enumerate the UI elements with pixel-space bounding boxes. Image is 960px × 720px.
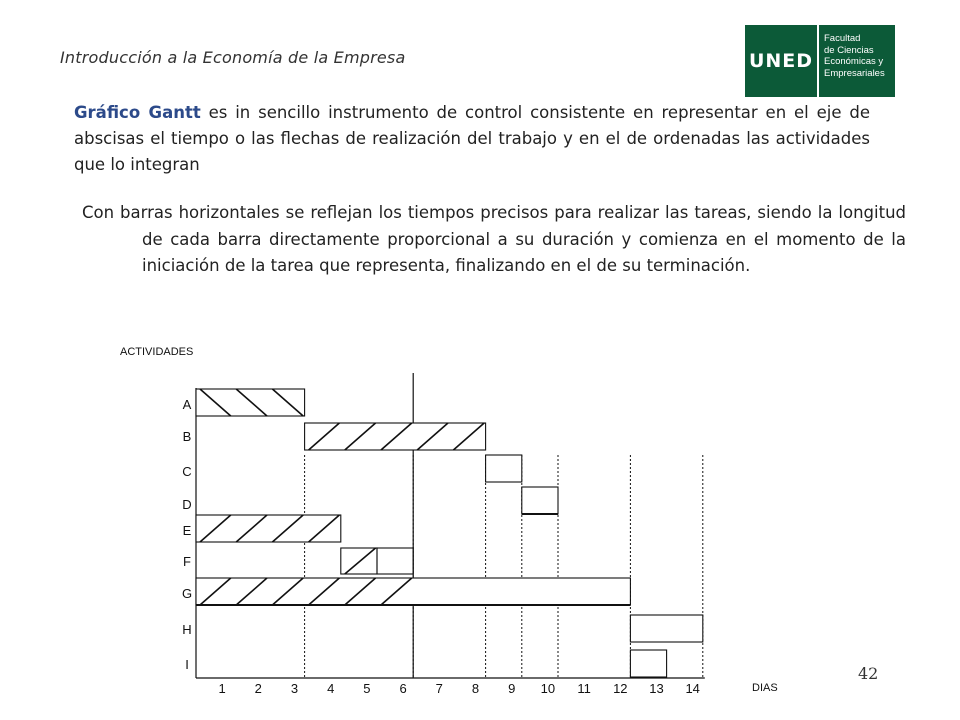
x-tick-label-4: 4 [327, 681, 335, 696]
logo-line-3: Económicas y [824, 56, 884, 67]
gantt-term: Gráfico Gantt [74, 103, 201, 122]
definition-text: es in sencillo instrumento de control consistente en representar en el eje de abscisas el tiempo o las flechas de realización del trabajo y en el de ordenadas las actividades que lo integran [74, 103, 870, 174]
task-label-A: A [182, 397, 192, 412]
task-label-F: F [183, 554, 191, 569]
bar-H [630, 615, 702, 642]
x-tick-label-14: 14 [685, 681, 700, 696]
bar-D [522, 487, 558, 514]
x-tick-label-3: 3 [290, 681, 299, 696]
task-label-C: C [182, 464, 192, 479]
x-tick-label-13: 13 [649, 681, 664, 696]
x-tick-label-5: 5 [363, 681, 371, 696]
x-tick-label-6: 6 [399, 681, 407, 696]
task-label-I: I [185, 657, 189, 672]
task-label-D: D [182, 497, 192, 512]
page-number: 42 [858, 664, 879, 683]
x-tick-label-12: 12 [613, 681, 628, 696]
x-tick-label-11: 11 [577, 681, 591, 696]
header-title: Introducción a la Economía de la Empresa [60, 48, 406, 67]
task-label-E: E [182, 523, 192, 538]
task-label-B: B [182, 429, 192, 444]
logo-brand: UNED [745, 25, 817, 97]
bar-E [196, 515, 341, 542]
x-tick-label-9: 9 [508, 681, 516, 696]
logo-line-4: Empresariales [824, 67, 885, 79]
bar-outline-F [377, 548, 413, 574]
x-axis-label: DIAS [752, 682, 778, 694]
logo-line-2: de Ciencias [824, 44, 874, 56]
bar-I [630, 650, 666, 677]
y-axis-label: ACTIVIDADES [120, 346, 194, 358]
description-paragraph: Con barras horizontales se reflejan los tiempos precisos para realizar las tareas, siendo la longitud de cada barra directamente proporcional a su duración y comienza en el momento de la iniciación de la tarea que representa, finalizando en el de su terminación. [82, 203, 906, 275]
x-tick-label-8: 8 [471, 681, 480, 696]
x-tick-label-1: 1 [218, 681, 226, 696]
logo-line-1: Facultad [824, 33, 861, 44]
task-label-H: H [182, 622, 192, 637]
task-label-G: G [181, 586, 193, 601]
x-tick-label-2: 2 [254, 681, 262, 696]
x-tick-label-10: 10 [540, 681, 556, 696]
x-tick-label-7: 7 [435, 681, 443, 696]
bar-C [486, 455, 522, 482]
